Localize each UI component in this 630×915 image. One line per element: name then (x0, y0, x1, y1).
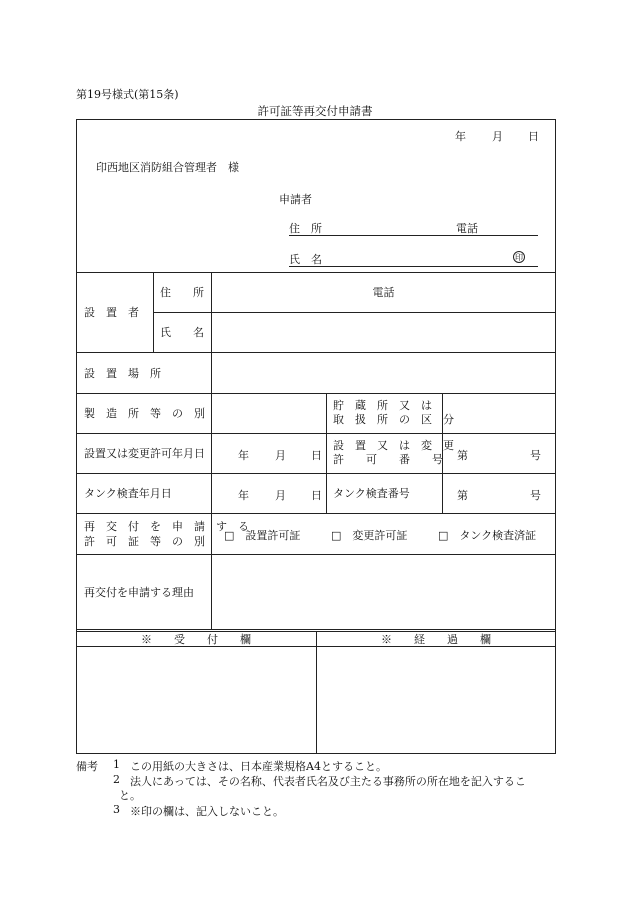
option-install-permit[interactable]: □ 設置許可証 (224, 529, 301, 542)
form-title: 許可証等再交付申請書 (257, 104, 373, 118)
storage-type-label-1: 貯 蔵 所 又 は (333, 399, 432, 412)
applicant-address-label: 住 所 (289, 222, 322, 235)
progress-area (316, 646, 556, 754)
recipient: 印西地区消防組合管理者 様 (96, 161, 239, 174)
note-1-number: 1 (113, 758, 120, 771)
applicant-address-line (289, 235, 538, 236)
note-1-text: この用紙の大きさは、日本産業規格A4とすること。 (130, 760, 387, 773)
permit-date-month: 月 (275, 449, 286, 462)
location-field[interactable] (211, 352, 556, 393)
reason-field[interactable] (211, 554, 556, 629)
note-2-text: 法人にあっては、その名称、代表者氏名及び主たる事務所の所在地を記入するこ (130, 775, 526, 788)
permit-number-label-2: 許 可 番 号 (333, 453, 443, 466)
installer-phone-label: 電話 (372, 286, 395, 299)
progress-header: ※ 経 過 欄 (381, 632, 491, 646)
seal-icon: 印 (515, 253, 523, 262)
tank-date-day: 日 (311, 489, 322, 502)
tank-number-prefix: 第 (457, 489, 468, 502)
installer-name-field[interactable] (211, 312, 556, 352)
tank-number-suffix: 号 (530, 489, 541, 502)
note-3-text: ※印の欄は、記入しないこと。 (130, 805, 284, 818)
facility-type-field[interactable] (211, 393, 326, 433)
permit-number-label-1: 設 置 又 は 変 更 (333, 439, 454, 452)
applicant-name-label: 氏 名 (289, 253, 322, 266)
tank-date-year: 年 (238, 489, 249, 502)
facility-type-label: 製 造 所 等 の 別 (84, 407, 205, 420)
installer-label: 設 置 者 (84, 306, 139, 319)
note-2-number: 2 (113, 773, 120, 786)
applicant-phone-label: 電話 (456, 222, 478, 235)
permit-number-prefix: 第 (457, 449, 468, 462)
note-3-number: 3 (113, 803, 120, 816)
reason-label: 再交付を申請する理由 (84, 585, 194, 599)
applicant-label: 申請者 (279, 193, 312, 206)
tank-date-month: 月 (275, 489, 286, 502)
reissue-label-2: 許 可 証 等 の 別 (84, 534, 205, 548)
applicant-name-line (289, 266, 538, 267)
tank-date-label: タンク検査年月日 (84, 487, 172, 500)
installer-address-label: 住 所 (160, 286, 204, 299)
location-label: 設 置 場 所 (84, 366, 161, 380)
permit-date-year: 年 (238, 449, 249, 462)
reception-area (76, 646, 316, 754)
storage-type-field[interactable] (442, 393, 556, 433)
permit-date-day: 日 (311, 449, 322, 462)
reception-header: ※ 受 付 欄 (141, 632, 251, 646)
date-month-label: 月 (492, 130, 503, 143)
installer-address-field[interactable] (211, 272, 556, 312)
date-year-label: 年 (455, 130, 466, 143)
note-2-continuation: と。 (119, 789, 141, 802)
permit-number-suffix: 号 (530, 449, 541, 462)
notes-label: 備考 (76, 760, 98, 773)
option-change-permit[interactable]: □ 変更許可証 (331, 529, 408, 542)
date-day-label: 日 (528, 130, 539, 143)
form-number: 第19号様式(第15条) (76, 88, 179, 101)
reissue-label-1: 再 交 付 を 申 請 す る (84, 519, 249, 533)
tank-number-label: タンク検査番号 (333, 487, 410, 500)
storage-type-label-2: 取 扱 所 の 区 分 (333, 413, 454, 426)
option-tank-certificate[interactable]: □ タンク検査済証 (438, 529, 537, 542)
installer-name-label: 氏 名 (160, 326, 204, 339)
permit-date-label: 設置又は変更許可年月日 (84, 447, 205, 460)
